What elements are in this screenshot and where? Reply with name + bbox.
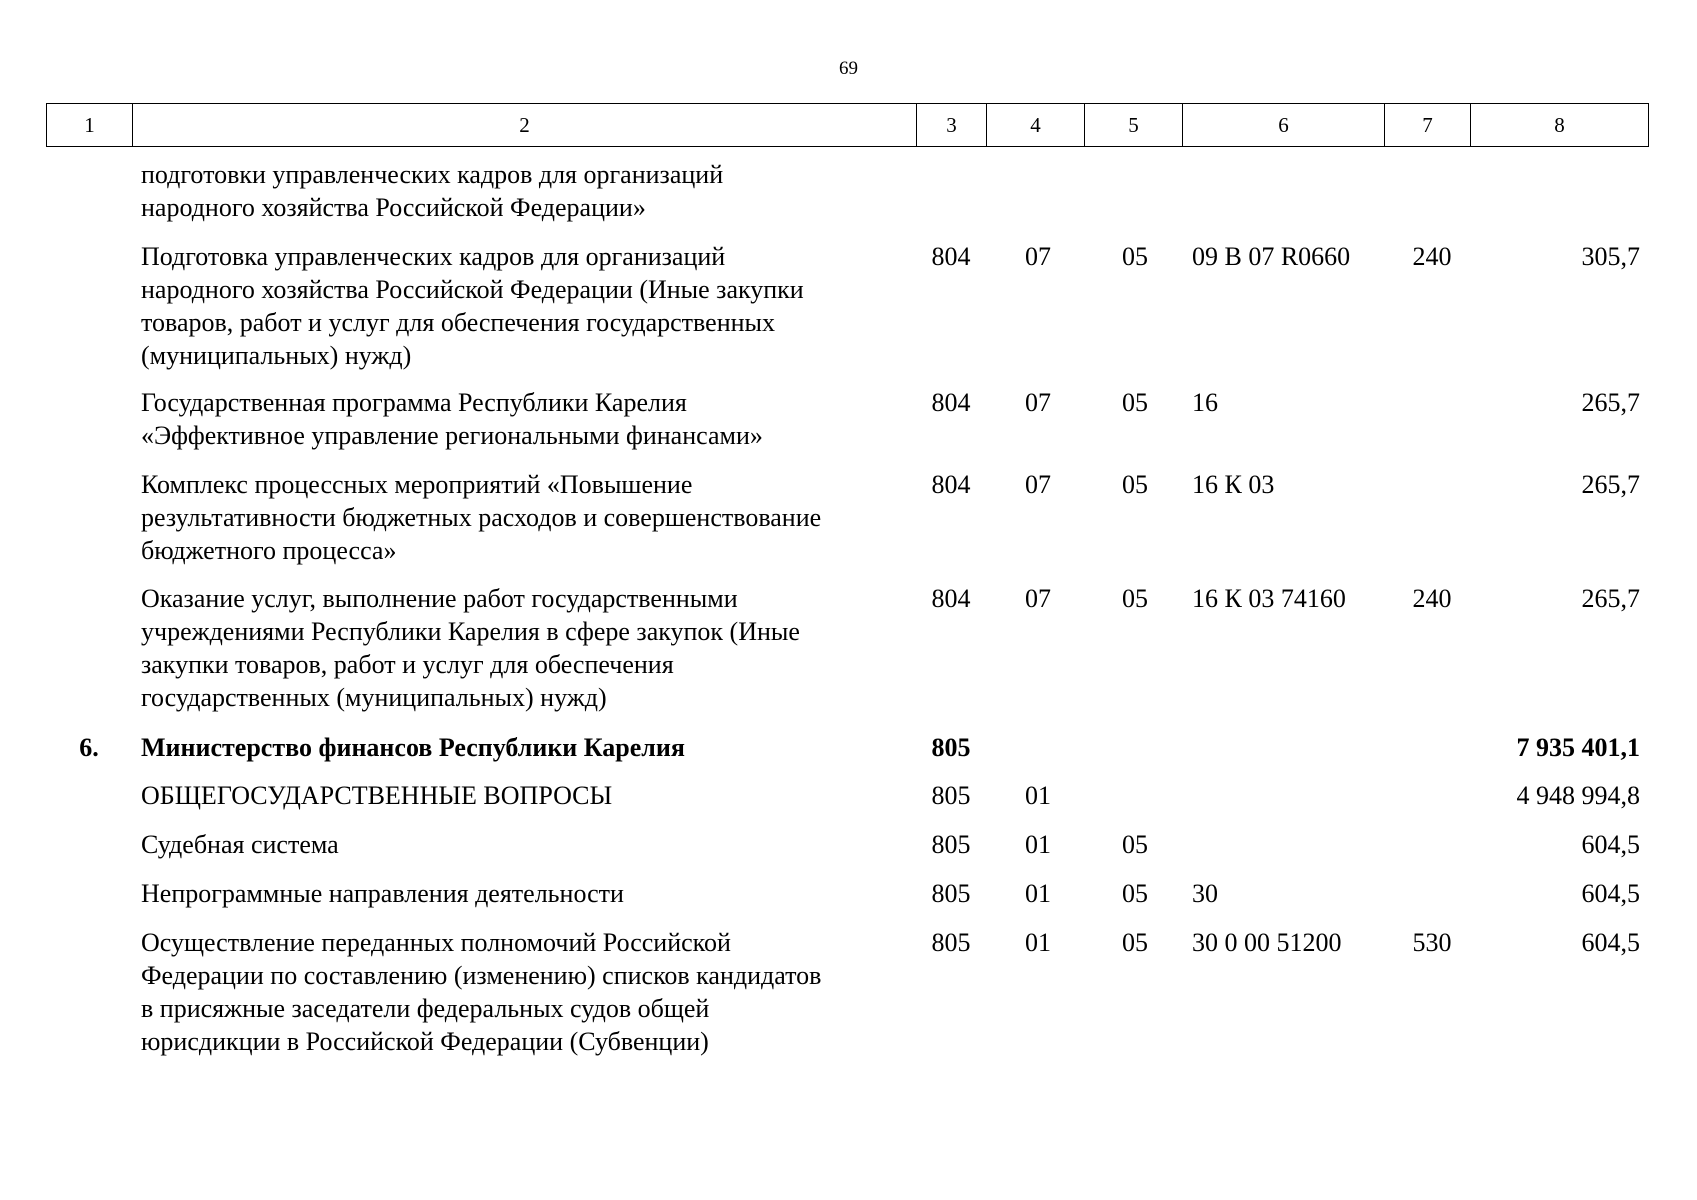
row-ministry-code: 804 <box>931 470 971 499</box>
row-name-line: Судебная система <box>141 830 339 859</box>
row-name-line: ОБЩЕГОСУДАРСТВЕННЫЕ ВОПРОСЫ <box>141 781 613 810</box>
row-section-code: 07 <box>1025 584 1051 613</box>
row-name-line: товаров, работ и услуг для обеспечения государственных <box>141 308 775 337</box>
row-subsection-code: 05 <box>1122 584 1148 613</box>
row-ministry-code: 804 <box>931 242 971 271</box>
row-amount: 604,5 <box>1581 928 1640 957</box>
row-name-line: Непрограммные направления деятельности <box>141 879 624 908</box>
page-number: 69 <box>839 58 858 79</box>
row-subsection-code: 05 <box>1122 470 1148 499</box>
row-ministry-code: 805 <box>931 928 971 957</box>
row-name-line: результативности бюджетных расходов и совершенствование <box>141 503 822 532</box>
row-amount: 265,7 <box>1581 388 1640 417</box>
row-subsection-code: 05 <box>1122 388 1148 417</box>
row-name <box>141 877 901 910</box>
row-section-code: 07 <box>1025 388 1051 417</box>
row-name-line: юрисдикции в Российской Федерации (Субвенции) <box>141 1027 709 1056</box>
row-name-line: Осуществление переданных полномочий Российской <box>141 928 731 957</box>
row-ministry-code: 805 <box>931 781 971 810</box>
header-col-6: 6 <box>1183 104 1385 147</box>
row-amount: 305,7 <box>1581 242 1640 271</box>
header-col-5: 5 <box>1085 104 1183 147</box>
row-amount: 604,5 <box>1581 830 1640 859</box>
row-name <box>141 828 901 861</box>
table-header <box>46 103 1649 147</box>
row-name <box>141 731 901 764</box>
header-col-8: 8 <box>1471 104 1649 147</box>
row-target-article: 16 <box>1192 388 1218 417</box>
header-col-4: 4 <box>987 104 1085 147</box>
row-subsection-code: 05 <box>1122 830 1148 859</box>
row-name-line: Министерство финансов Республики Карелия <box>141 733 685 762</box>
row-name <box>141 468 901 567</box>
row-section-code: 01 <box>1025 781 1051 810</box>
row-name-line: «Эффективное управление региональными финансами» <box>141 421 763 450</box>
row-section-code: 01 <box>1025 830 1051 859</box>
row-ministry-code: 805 <box>931 830 971 859</box>
row-subsection-code: 05 <box>1122 242 1148 271</box>
row-target-article: 30 0 00 51200 <box>1192 928 1342 957</box>
header-col-3: 3 <box>917 104 987 147</box>
row-name <box>141 386 901 452</box>
row-name-line: подготовки управленческих кадров для организаций <box>141 160 724 189</box>
row-section-code: 07 <box>1025 470 1051 499</box>
row-amount: 265,7 <box>1581 584 1640 613</box>
row-ministry-code: 805 <box>931 733 971 762</box>
header-col-1: 1 <box>47 104 133 147</box>
row-amount: 4 948 994,8 <box>1516 781 1640 810</box>
row-ministry-code: 804 <box>931 388 971 417</box>
row-name-line: Подготовка управленческих кадров для организаций <box>141 242 726 271</box>
row-name <box>141 779 901 812</box>
row-amount: 7 935 401,1 <box>1516 733 1640 762</box>
row-name <box>141 926 901 1058</box>
row-name-line: государственных (муниципальных) нужд) <box>141 683 607 712</box>
row-expense-type: 240 <box>1412 584 1452 613</box>
row-ministry-code: 804 <box>931 584 971 613</box>
row-number: 6. <box>79 733 99 762</box>
row-name-line: народного хозяйства Российской Федерации» <box>141 193 646 222</box>
row-expense-type: 530 <box>1412 928 1452 957</box>
row-expense-type: 240 <box>1412 242 1452 271</box>
row-subsection-code: 05 <box>1122 879 1148 908</box>
row-section-code: 01 <box>1025 879 1051 908</box>
row-subsection-code: 05 <box>1122 928 1148 957</box>
row-name-line: (муниципальных) нужд) <box>141 341 412 370</box>
row-amount: 604,5 <box>1581 879 1640 908</box>
row-target-article: 09 В 07 R0660 <box>1192 242 1351 271</box>
row-name-line: Оказание услуг, выполнение работ государственными <box>141 584 738 613</box>
row-name <box>141 582 901 714</box>
header-col-7: 7 <box>1385 104 1471 147</box>
row-name <box>141 158 901 224</box>
row-name-line: Государственная программа Республики Карелия <box>141 388 687 417</box>
row-name-line: Комплекс процессных мероприятий «Повышение <box>141 470 693 499</box>
row-target-article: 16 К 03 74160 <box>1192 584 1346 613</box>
row-target-article: 16 К 03 <box>1192 470 1275 499</box>
row-name-line: Федерации по составлению (изменению) списков кандидатов <box>141 961 822 990</box>
row-ministry-code: 805 <box>931 879 971 908</box>
row-name-line: народного хозяйства Российской Федерации (Иные закупки <box>141 275 804 304</box>
row-section-code: 07 <box>1025 242 1051 271</box>
row-target-article: 30 <box>1192 879 1218 908</box>
row-name <box>141 240 901 372</box>
row-name-line: учреждениями Республики Карелия в сфере закупок (Иные <box>141 617 800 646</box>
row-section-code: 01 <box>1025 928 1051 957</box>
row-name-line: в присяжные заседатели федеральных судов общей <box>141 994 710 1023</box>
row-name-line: бюджетного процесса» <box>141 536 397 565</box>
row-amount: 265,7 <box>1581 470 1640 499</box>
row-name-line: закупки товаров, работ и услуг для обеспечения <box>141 650 674 679</box>
header-col-2: 2 <box>133 104 917 147</box>
